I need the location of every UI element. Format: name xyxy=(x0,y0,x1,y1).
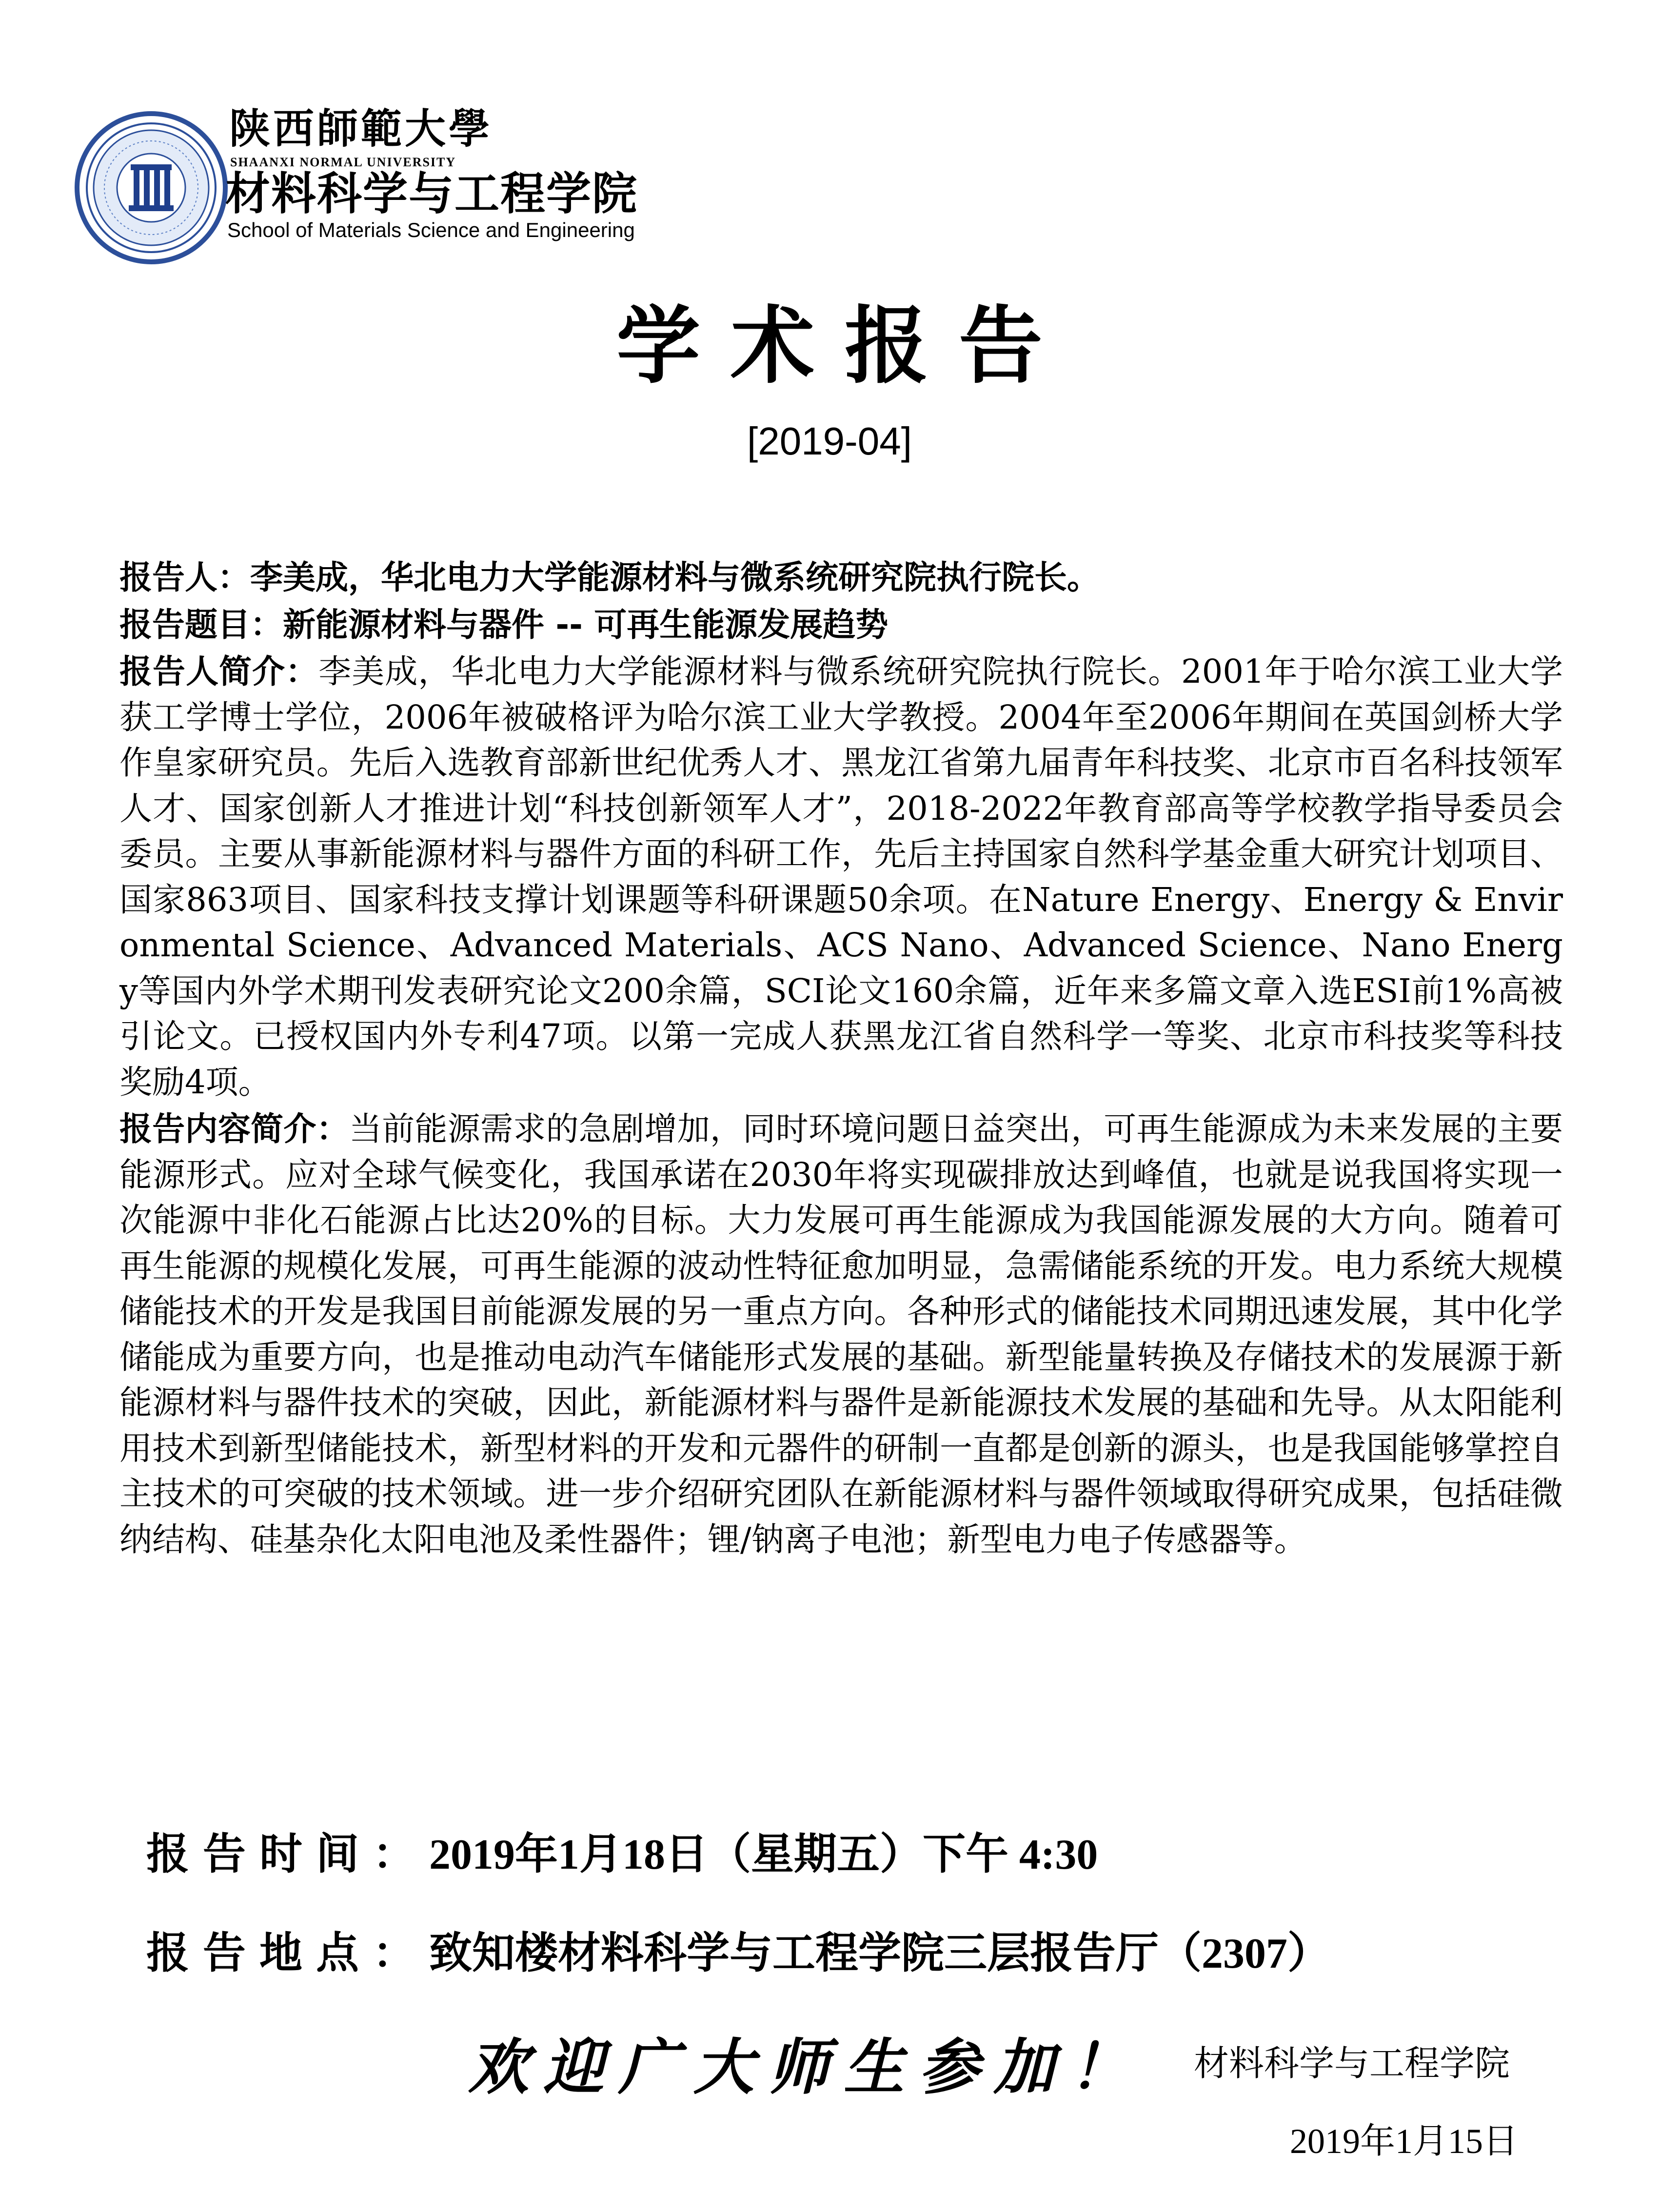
place-value: 致知楼材料科学与工程学院三层报告厅（2307） xyxy=(429,1930,1331,1977)
report-place xyxy=(146,1930,1331,1977)
signature-date: 2019年1月15日 xyxy=(1290,2122,1519,2161)
school-name-en: School of Materials Science and Engineering xyxy=(227,218,635,241)
bio-label: 报告人简介： xyxy=(119,652,319,691)
abstract-text: 当前能源需求的急剧增加，同时环境问题日益突出，可再生能源成为未来发展的主要能源形式。应对全球气候变化，我国承诺在2030年将实现碳排放达到峰值，也就是说我国将实现一次能源中非化石能源占比达20%的目标。大力发展可再生能源成为我国能源发展的大方向。随着可再生能源的规模化发展，可再生能源的波动性特征愈加明显，急需储能系统的开发。电力系统大规模储能技术的开发是我国目前能源发展的另一重点方向。各种形式的储能技术同期迅速发展，其中化学储能成为重要方向，也是推动电动汽车储能形式发展的基础。新型能量转换及存储技术的发展源于新能源材料与器件技术的突破，因此，新能源材料与器件是新能源技术发展的基础和先导。从太阳能利用技术到新型储能技术，新型材料的开发和元器件的研制一直都是创新的源头，也是我国能够掌控自主技术的可突破的技术领域。进一步介绍研究团队在新能源材料与器件领域取得研究成果，包括硅微纳结构、硅基杂化太阳电池及柔性器件；锂/钠离子电池；新型电力电子传感器等。 xyxy=(119,1110,1563,1559)
university-seal-logo xyxy=(73,110,229,266)
topic-text: 新能源材料与器件 -- 可再生能源发展趋势 xyxy=(283,605,889,644)
speaker-line xyxy=(119,555,1563,601)
bio-paragraph xyxy=(119,649,1563,1105)
bio-text: 李美成，华北电力大学能源材料与微系统研究院执行院长。2001年于哈尔滨工业大学获工学博士学位，2006年被破格评为哈尔滨工业大学教授。2004年至2006年期间在英国剑桥大学作皇家研究员。先后入选教育部新世纪优秀人才、黑龙江省第九届青年科技奖、北京市百名科技领军人才、国家创新人才推进计划“科技创新领军人才”，2018-2022年教育部高等学校教学指导委员会委员。主要从事新能源材料与器件方面的科研工作，先后主持国家自然科学基金重大研究计划项目、国家863项目、国家科技支撑计划课题等科研课题50余项。在Nature Energy、Energy & Environmental Science、Advanced Materials、ACS Nano、Advanced Science、Nano Energy等国内外学术期刊发表研究论文200余篇，SCI论文160余篇，近年来多篇文章入选ESI前1%高被引论文。已授权国内外专利47项。以第一完成人获黑龙江省自然科学一等奖、北京市科技奖等科技奖励4项。 xyxy=(119,652,1563,1101)
time-value: 2019年1月18日（星期五）下午 4:30 xyxy=(429,1831,1098,1878)
school-name-cn: 材料科学与工程学院 xyxy=(225,168,638,220)
report-number: [2019-04] xyxy=(747,419,912,463)
university-name-cn: 陕西師範大學 xyxy=(229,104,493,153)
signature-school: 材料科学与工程学院 xyxy=(1194,2043,1510,2084)
speaker-label: 报告人： xyxy=(119,558,250,596)
university-name-en: SHAANXI NORMAL UNIVERSITY xyxy=(230,155,456,169)
report-body xyxy=(119,555,1563,1562)
page-title: 学术报告 xyxy=(616,297,1073,395)
topic-label: 报告题目： xyxy=(119,605,283,644)
topic-line xyxy=(119,602,1563,648)
report-time xyxy=(146,1831,1098,1878)
welcome-message: 欢迎广大师生参加！ xyxy=(468,2032,1145,2103)
abstract-paragraph xyxy=(119,1106,1563,1562)
place-label: 报告地点： xyxy=(146,1930,430,1977)
time-label: 报告时间： xyxy=(146,1831,430,1878)
abstract-label: 报告内容简介： xyxy=(119,1110,349,1148)
speaker-text: 李美成，华北电力大学能源材料与微系统研究院执行院长。 xyxy=(250,558,1100,596)
